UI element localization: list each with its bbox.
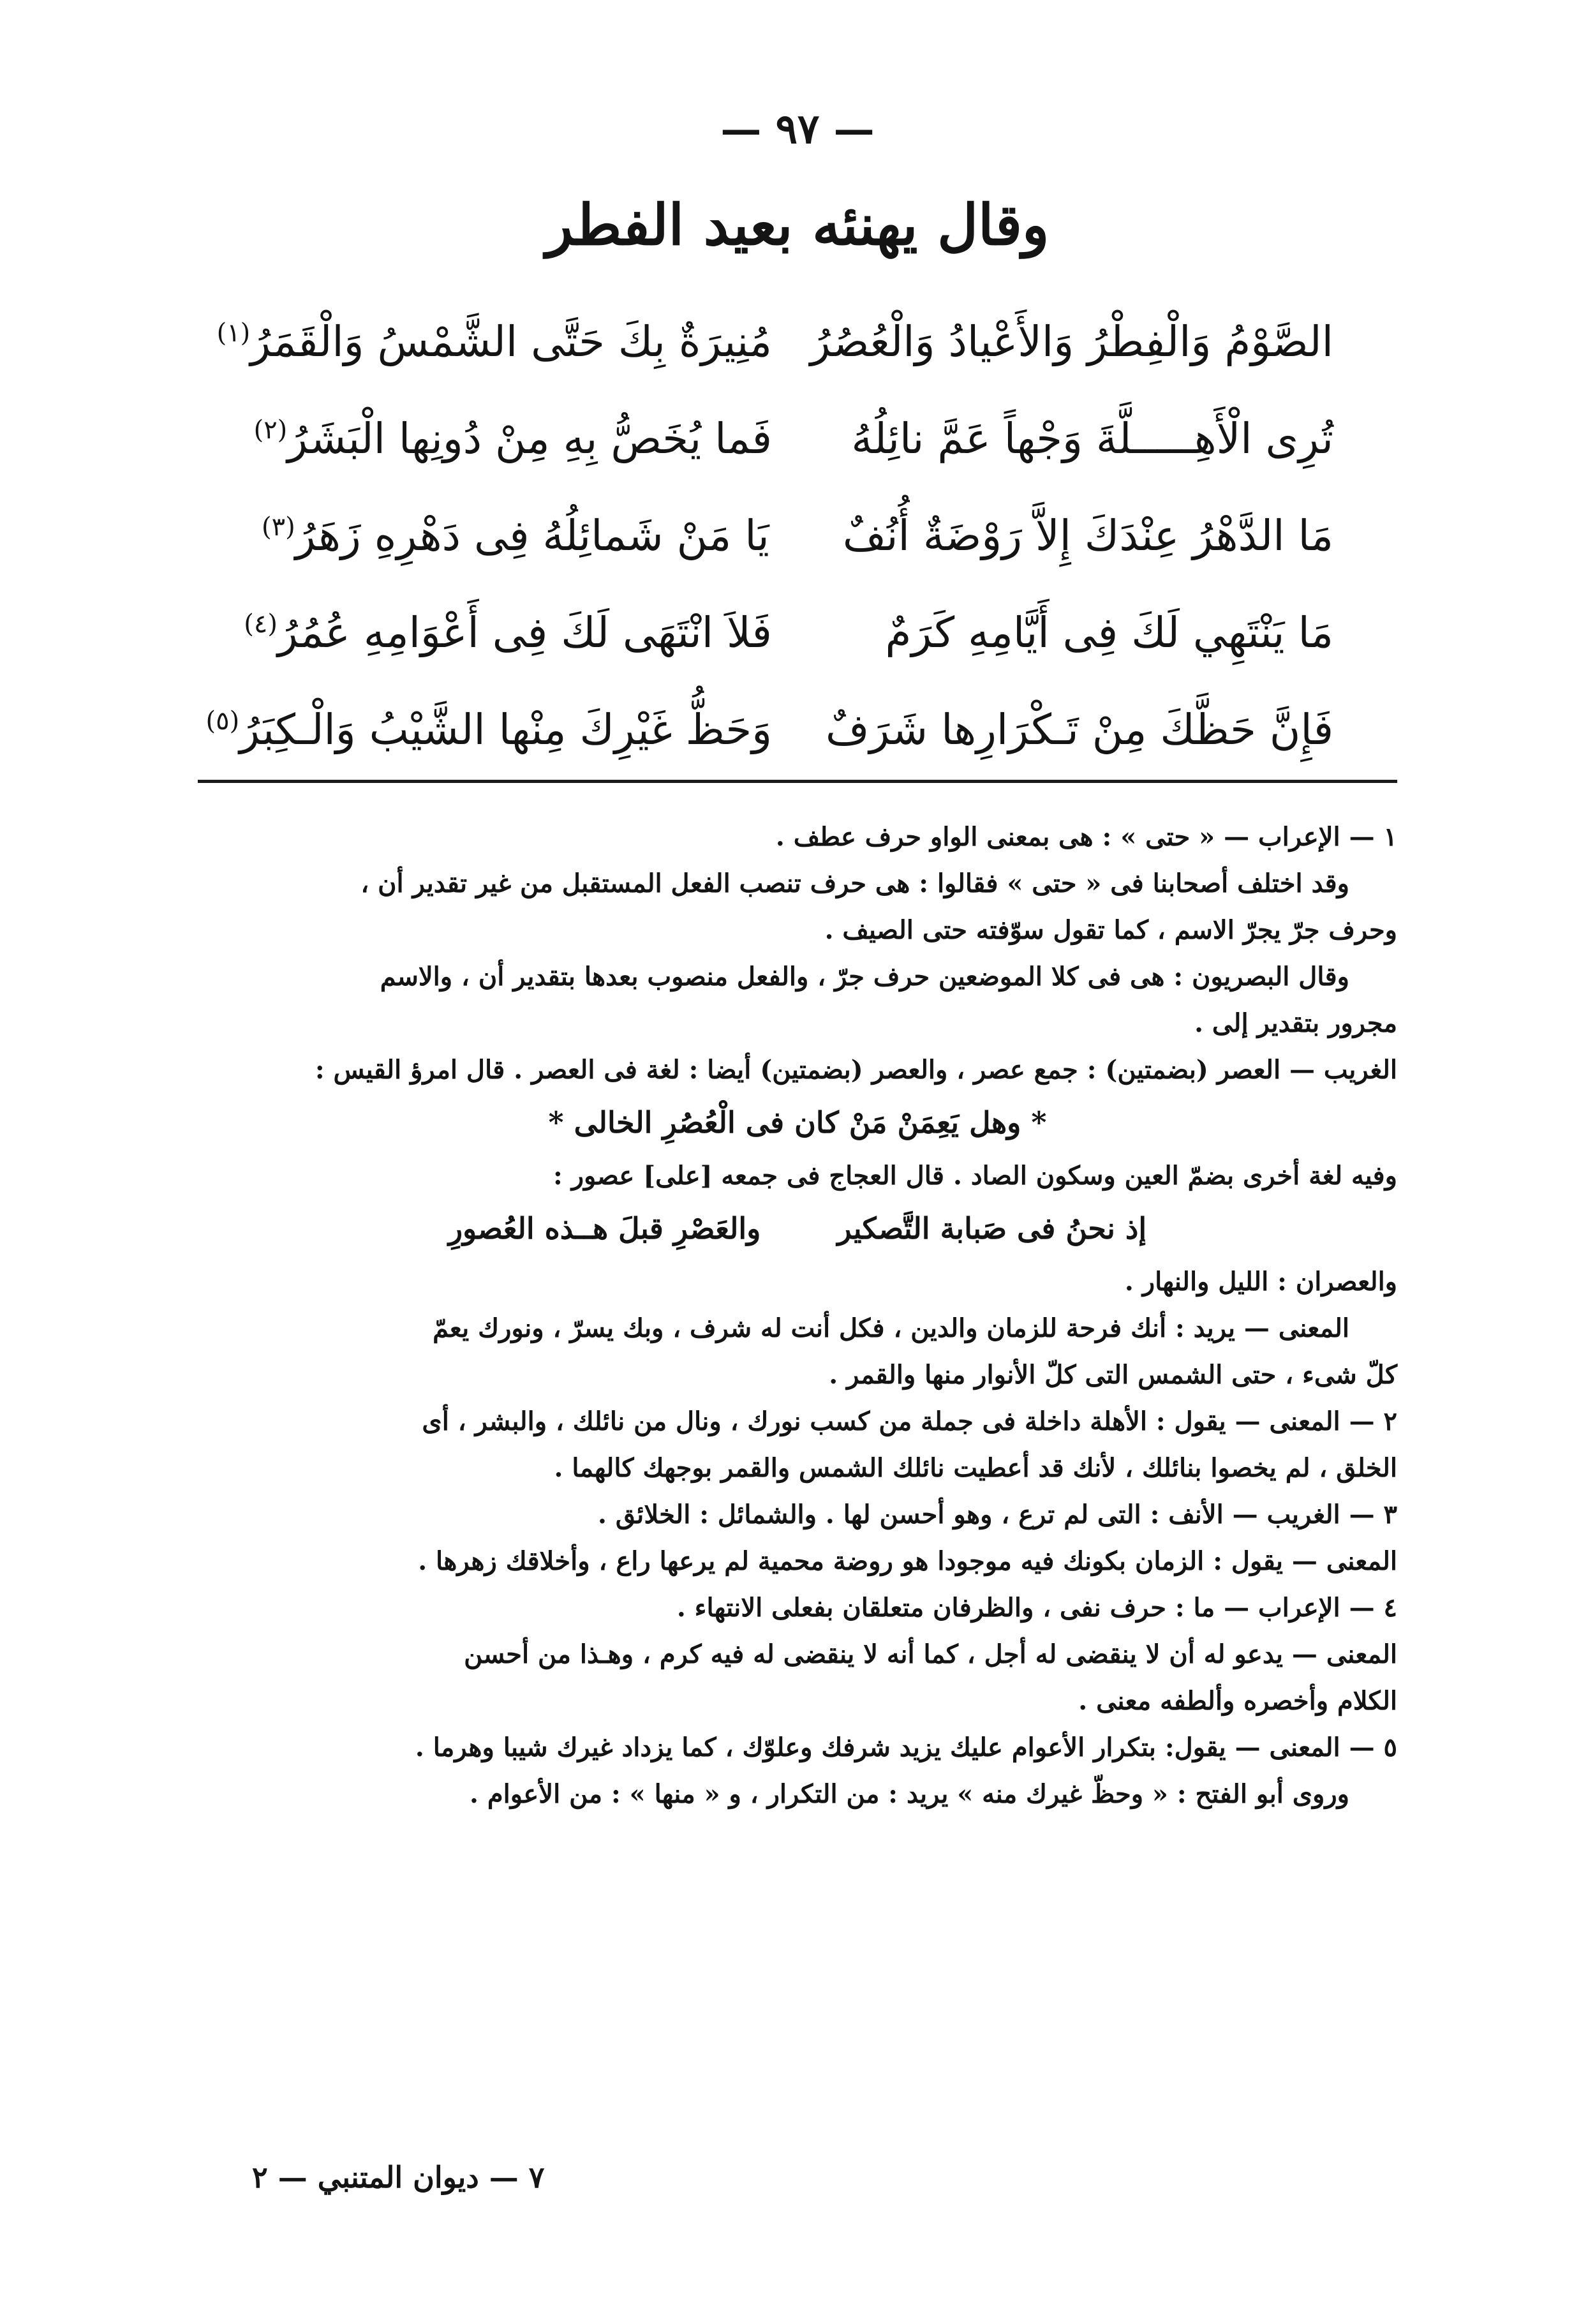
cited-hemistich: إذ نحنُ فى صَبابة التَّصكير [837, 1211, 1147, 1246]
note-3-line: ٣ — الغريب — الأنف : التى لم ترع ، وهو أحسن لها . والشمائل : الخلائق . [597, 1500, 1397, 1530]
first-hemistich: تُرِى الْأَهِـــــلَّةَ وَجْهاً عَمَّ نائِلُهُ [851, 414, 1333, 464]
note-1-line: مجرور بتقدير إلى . [1194, 1008, 1397, 1038]
note-4-line: ٤ — الإعراب — ما : حرف نفى ، والظرفان متعلقان بفعلى الانتهاء . [676, 1593, 1397, 1623]
verse [262, 488, 1333, 585]
note-2-line: ٢ — المعنى — يقول : الأهلة داخلة فى جملة من كسب نورك ، ونال من نائلك ، والبشر ، أى [422, 1406, 1397, 1436]
note-1-line: ١ — الإعراب — « حتى » : هى بمعنى الواو حرف عطف . [775, 822, 1397, 852]
verse [205, 682, 1333, 778]
footnotes [198, 814, 1397, 1817]
first-hemistich: فَإِنَّ حَظَّكَ مِنْ تَـكْرَارِها شَرَفٌ [825, 705, 1333, 755]
verse [244, 585, 1333, 682]
note-1-line: وفيه لغة أخرى بضمّ العين وسكون الصاد . قال العجاج فى جمعه [على] عصور : [553, 1161, 1397, 1191]
footnote-ref: (٢) [253, 415, 288, 445]
note-5-line: ٥ — المعنى — يقول: بتكرار الأعوام عليك يزيد شرفك وعلوّك ، كما يزداد غيرك شيبا وهرما . [415, 1732, 1397, 1762]
note-2-line: الخلق ، لم يخصوا بنائلك ، لأنك قد أعطيت نائلك الشمس والقمر بوجهك كالهما . [554, 1453, 1397, 1483]
second-hemistich: فَما يُخَصُّ بِهِ مِنْ دُونِها الْبَشَرُ$^{(٢)}$ [253, 414, 772, 464]
first-hemistich: مَا يَنْتَهِي لَكَ فِى أَيَّامِهِ كَرَمٌ [885, 608, 1333, 658]
note-1-line: الغريب — العصر (بضمتين) : جمع عصر ، والعصر (بضمتين) أيضا : لغة فى العصر . قال امرؤ القيس : [315, 1055, 1397, 1085]
second-hemistich: يَا مَنْ شَمائِلُهُ فِى دَهْرِهِ زَهَرُ$^{(٣)}$ [262, 511, 769, 561]
note-5-line: وروى أبو الفتح : « وحظّ غيرك منه » يريد : من التكرار ، و « منها » : من الأعوام . [470, 1779, 1349, 1809]
page-number: — ٩٧ — [720, 105, 875, 153]
note-1-line: كلّ شىء ، حتى الشمس التى كلّ الأنوار منها والقمر . [829, 1360, 1397, 1390]
note-1-line: والعصران : الليل والنهار . [1124, 1267, 1397, 1297]
first-hemistich: الصَّوْمُ وَالْفِطْرُ وَالأَعْيادُ وَالْعُصُرُ [810, 317, 1333, 367]
note-1-line: المعنى — يريد : أنك فرحة للزمان والدين ، فكل أنت له شرف ، وبك يسرّ ، ونورك يعمّ [433, 1313, 1349, 1343]
cited-hemistich: والعَصْرِ قبلَ هــذه العُصورِ [448, 1211, 761, 1246]
note-1-line: وقد اختلف أصحابنا فى « حتى » فقالوا : هى حرف تنصب الفعل المستقبل من غير تقدير أن ، [360, 868, 1349, 898]
second-hemistich: مُنِيرَةٌ بِكَ حَتَّى الشَّمْسُ وَالْقَمَرُ$^{(١)}$ [216, 317, 772, 367]
poem [205, 294, 1333, 778]
note-1-line: وحرف جرّ يجرّ الاسم ، كما تقول سوّفته حتى الصيف . [824, 915, 1397, 945]
footnote-ref: (٤) [244, 609, 278, 639]
second-hemistich: وَحَظُّ غَيْرِكَ مِنْها الشَّيْبُ وَالْـكِبَرُ$^{(٥)}$ [205, 705, 772, 755]
footnote-divider [198, 780, 1397, 783]
note-4-line: المعنى — يدعو له أن لا ينقضى له أجل ، كما أنه لا ينقضى له فيه كرم ، وهـذا من أحسن [464, 1639, 1397, 1669]
verse [253, 391, 1333, 488]
first-hemistich: مَا الدَّهْرُ عِنْدَكَ إِلاَّ رَوْضَةٌ أُنُفٌ [842, 511, 1333, 561]
poem-title: وقال يهنئه بعيد الفطر [545, 191, 1050, 258]
second-hemistich: فَلاَ انْتَهَى لَكَ فِى أَعْوَامِهِ عُمُرُ$^{(٤)}$ [244, 608, 772, 658]
verse [216, 294, 1333, 391]
cited-verse [198, 1199, 1397, 1258]
note-1-line: وقال البصريون : هى فى كلا الموضعين حرف جرّ ، والفعل منصوب بعدها بتقدير أن ، والاسم [380, 962, 1349, 992]
note-3-line: المعنى — يقول : الزمان بكونك فيه موجودا هو روضة محمية لم يرعها راع ، وأخلاقك زهرها . [418, 1546, 1397, 1576]
cited-verse: * وهل يَعِمَنْ مَنْ كان فى الْعُصُرِ الخالى * [548, 1105, 1047, 1140]
footnote-ref: (١) [216, 318, 251, 348]
note-4-line: الكلام وأخصره وألطفه معنى . [1078, 1686, 1397, 1716]
footnote-ref: (٣) [262, 512, 295, 542]
page-footer: ٧ — ديوان المتنبي — ٢ [252, 2160, 545, 2194]
footnote-ref: (٥) [205, 706, 240, 736]
